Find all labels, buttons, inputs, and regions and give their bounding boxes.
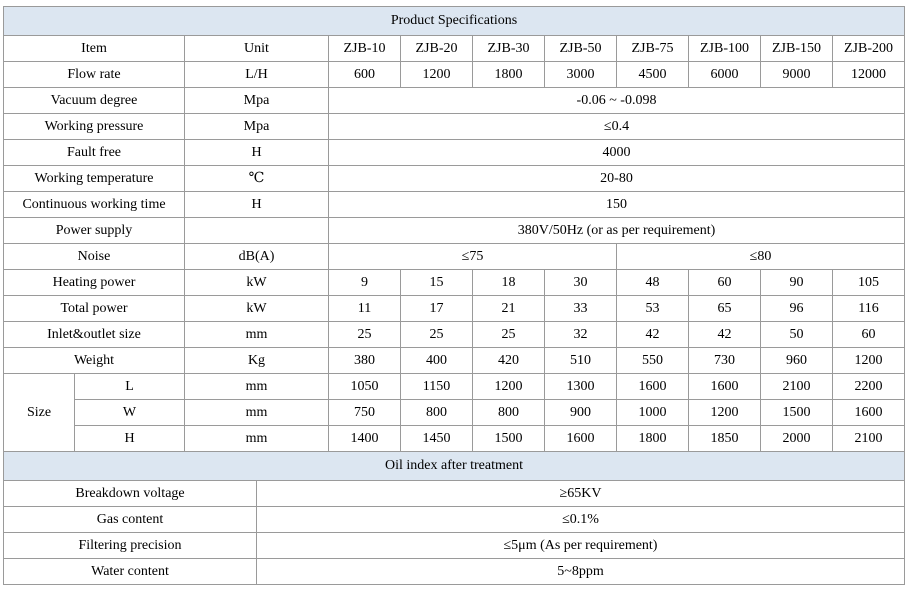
table-cell: 12000 xyxy=(833,62,905,88)
table-cell: 600 xyxy=(329,62,401,88)
oil-index-value: ≤5μm (As per requirement) xyxy=(257,533,905,559)
row-unit: mm xyxy=(185,426,329,452)
table-cell: 510 xyxy=(545,348,617,374)
row-unit: H xyxy=(185,192,329,218)
table-cell: 60 xyxy=(689,270,761,296)
size-dim-label: W xyxy=(75,400,185,426)
row-unit: mm xyxy=(185,374,329,400)
table-cell: 17 xyxy=(401,296,473,322)
oil-index-label: Filtering precision xyxy=(4,533,257,559)
total-power-row xyxy=(4,296,905,322)
model-header: ZJB-30 xyxy=(473,36,545,62)
spec-table-container xyxy=(3,6,904,585)
row-label: Weight xyxy=(4,348,185,374)
row-label: Continuous working time xyxy=(4,192,185,218)
table-cell: 2200 xyxy=(833,374,905,400)
row-unit: ℃ xyxy=(185,166,329,192)
continuous-working-time-row xyxy=(4,192,905,218)
size-w-row xyxy=(4,400,905,426)
table-cell: 150 xyxy=(329,192,905,218)
table-cell: 18 xyxy=(473,270,545,296)
row-label: Total power xyxy=(4,296,185,322)
row-unit: Mpa xyxy=(185,88,329,114)
table-cell: 116 xyxy=(833,296,905,322)
table-cell: 1500 xyxy=(761,400,833,426)
row-unit: dB(A) xyxy=(185,244,329,270)
row-label: Noise xyxy=(4,244,185,270)
table-cell: 1200 xyxy=(689,400,761,426)
row-unit xyxy=(185,218,329,244)
table-cell: 6000 xyxy=(689,62,761,88)
row-unit: L/H xyxy=(185,62,329,88)
row-unit: kW xyxy=(185,270,329,296)
table-cell: ≤0.4 xyxy=(329,114,905,140)
table-cell: 1800 xyxy=(617,426,689,452)
model-header: ZJB-150 xyxy=(761,36,833,62)
size-label: Size xyxy=(4,374,75,452)
table-cell: 25 xyxy=(473,322,545,348)
power-supply-row xyxy=(4,218,905,244)
row-unit: mm xyxy=(185,400,329,426)
table-cell: 42 xyxy=(617,322,689,348)
table-cell: 1600 xyxy=(617,374,689,400)
table-cell: 15 xyxy=(401,270,473,296)
table-cell: 2000 xyxy=(761,426,833,452)
working-pressure-row xyxy=(4,114,905,140)
table-cell: 4500 xyxy=(617,62,689,88)
model-header: ZJB-75 xyxy=(617,36,689,62)
table-cell: 30 xyxy=(545,270,617,296)
table-cell: 21 xyxy=(473,296,545,322)
table-cell: 420 xyxy=(473,348,545,374)
table-cell: 4000 xyxy=(329,140,905,166)
table-cell: 1000 xyxy=(617,400,689,426)
table-cell: 1450 xyxy=(401,426,473,452)
table-cell: 380V/50Hz (or as per requirement) xyxy=(329,218,905,244)
row-unit: Kg xyxy=(185,348,329,374)
heating-power-row xyxy=(4,270,905,296)
row-label: Inlet&outlet size xyxy=(4,322,185,348)
table-cell: 2100 xyxy=(833,426,905,452)
size-l-row xyxy=(4,374,905,400)
oil-index-label: Gas content xyxy=(4,507,257,533)
table-cell: 90 xyxy=(761,270,833,296)
oil-index-row xyxy=(4,533,905,559)
table-cell: 96 xyxy=(761,296,833,322)
table-cell: 42 xyxy=(689,322,761,348)
table-cell: 1600 xyxy=(689,374,761,400)
row-unit: kW xyxy=(185,296,329,322)
table-cell: ≤75 xyxy=(329,244,617,270)
table-cell: 1200 xyxy=(401,62,473,88)
size-h-row xyxy=(4,426,905,452)
oil-index-value: ≤0.1% xyxy=(257,507,905,533)
row-label: Power supply xyxy=(4,218,185,244)
table-cell: 1150 xyxy=(401,374,473,400)
oil-index-value: 5~8ppm xyxy=(257,559,905,585)
table-cell: 800 xyxy=(401,400,473,426)
table-cell: 550 xyxy=(617,348,689,374)
fault-free-row xyxy=(4,140,905,166)
row-unit: H xyxy=(185,140,329,166)
table-cell: 2100 xyxy=(761,374,833,400)
inlet-outlet-size-row xyxy=(4,322,905,348)
row-label: Vacuum degree xyxy=(4,88,185,114)
oil-index-title: Oil index after treatment xyxy=(4,452,905,481)
row-label: Working pressure xyxy=(4,114,185,140)
row-label: Fault free xyxy=(4,140,185,166)
row-label: Working temperature xyxy=(4,166,185,192)
table-cell: 1050 xyxy=(329,374,401,400)
noise-row xyxy=(4,244,905,270)
model-header: ZJB-20 xyxy=(401,36,473,62)
table-cell: 1300 xyxy=(545,374,617,400)
row-unit: mm xyxy=(185,322,329,348)
table-cell: 25 xyxy=(401,322,473,348)
vacuum-degree-row xyxy=(4,88,905,114)
table-cell: 1400 xyxy=(329,426,401,452)
spec-title-row xyxy=(4,7,905,36)
model-header: ZJB-200 xyxy=(833,36,905,62)
oil-index-row xyxy=(4,559,905,585)
table-cell: 3000 xyxy=(545,62,617,88)
product-spec-table xyxy=(3,6,905,452)
model-header: ZJB-50 xyxy=(545,36,617,62)
table-cell: 1800 xyxy=(473,62,545,88)
oil-index-label: Water content xyxy=(4,559,257,585)
table-cell: 1500 xyxy=(473,426,545,452)
model-header: ZJB-10 xyxy=(329,36,401,62)
working-temperature-row xyxy=(4,166,905,192)
weight-row xyxy=(4,348,905,374)
table-cell: 9000 xyxy=(761,62,833,88)
flow-rate-row xyxy=(4,62,905,88)
table-cell: 1600 xyxy=(833,400,905,426)
oil-index-table xyxy=(3,451,905,585)
table-cell: 9 xyxy=(329,270,401,296)
table-cell: 32 xyxy=(545,322,617,348)
table-cell: 60 xyxy=(833,322,905,348)
table-cell: 900 xyxy=(545,400,617,426)
row-unit: Mpa xyxy=(185,114,329,140)
table-cell: 1200 xyxy=(833,348,905,374)
table-cell: 25 xyxy=(329,322,401,348)
table-cell: 48 xyxy=(617,270,689,296)
table-cell: -0.06 ~ -0.098 xyxy=(329,88,905,114)
table-cell: 380 xyxy=(329,348,401,374)
header-row xyxy=(4,36,905,62)
oil-index-row xyxy=(4,481,905,507)
oil-index-row xyxy=(4,507,905,533)
table-cell: 11 xyxy=(329,296,401,322)
table-cell: 1850 xyxy=(689,426,761,452)
table-cell: 750 xyxy=(329,400,401,426)
table-cell: 1600 xyxy=(545,426,617,452)
table-cell: 960 xyxy=(761,348,833,374)
table-cell: 1200 xyxy=(473,374,545,400)
table-cell: 730 xyxy=(689,348,761,374)
row-label: Heating power xyxy=(4,270,185,296)
table-cell: 65 xyxy=(689,296,761,322)
oil-index-title-row xyxy=(4,452,905,481)
table-cell: 33 xyxy=(545,296,617,322)
oil-index-label: Breakdown voltage xyxy=(4,481,257,507)
size-dim-label: H xyxy=(75,426,185,452)
table-cell: 50 xyxy=(761,322,833,348)
table-cell: 800 xyxy=(473,400,545,426)
model-header: ZJB-100 xyxy=(689,36,761,62)
table-cell: ≤80 xyxy=(617,244,905,270)
row-label: Flow rate xyxy=(4,62,185,88)
unit-header: Unit xyxy=(185,36,329,62)
size-dim-label: L xyxy=(75,374,185,400)
table-cell: 20-80 xyxy=(329,166,905,192)
oil-index-value: ≥65KV xyxy=(257,481,905,507)
table-cell: 53 xyxy=(617,296,689,322)
spec-title: Product Specifications xyxy=(4,7,905,36)
table-cell: 105 xyxy=(833,270,905,296)
item-header: Item xyxy=(4,36,185,62)
table-cell: 400 xyxy=(401,348,473,374)
